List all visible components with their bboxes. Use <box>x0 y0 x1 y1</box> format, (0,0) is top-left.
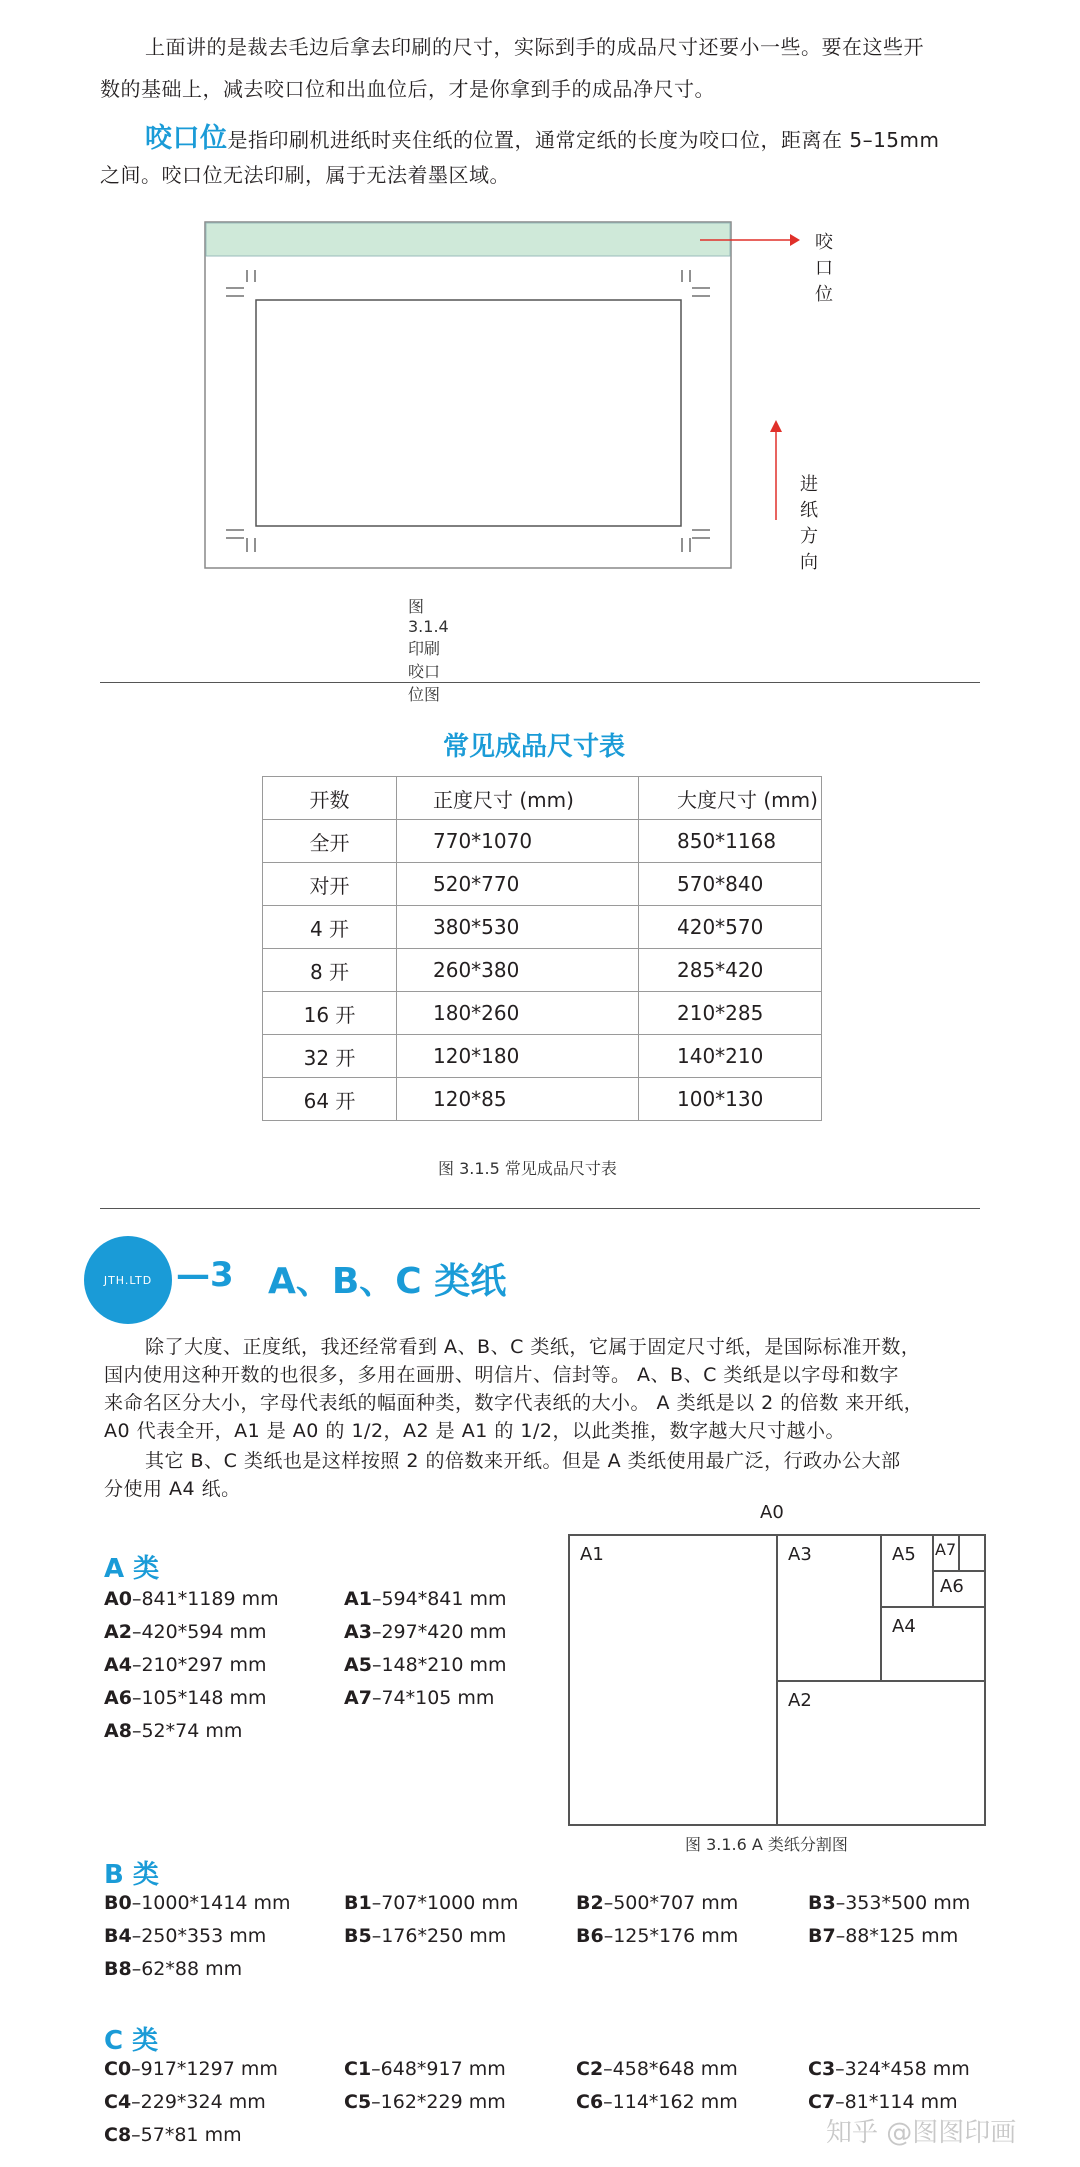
feed-label: 进纸方向 <box>800 474 818 573</box>
size-item-a3 <box>344 1621 507 1643</box>
size-code: A1 <box>344 1588 372 1610</box>
size-value: –648*917 mm <box>371 2058 506 2080</box>
table-cell: 210*285 <box>639 992 822 1035</box>
size-code: C1 <box>344 2058 372 2080</box>
size-code: A2 <box>104 1621 132 1643</box>
size-code: A3 <box>344 1621 372 1643</box>
size-item-a2 <box>104 1621 267 1643</box>
size-code: B6 <box>576 1925 604 1947</box>
size-item-a0 <box>104 1588 279 1610</box>
bite-diagram <box>0 0 1080 580</box>
size-code: B5 <box>344 1925 372 1947</box>
size-item-b8 <box>104 1958 242 1980</box>
table-cell: 420*570 <box>639 906 822 949</box>
bite-arrow-head <box>790 234 800 246</box>
bite-text-1: 是指印刷机进纸时夹住纸的位置，通常定纸的长度为咬口位，距离在 5–15mm <box>227 128 940 152</box>
size-value: –176*250 mm <box>371 1925 507 1947</box>
bite-line-2: 之间。咬口位无法印刷，属于无法着墨区域。 <box>100 163 510 187</box>
size-value: –297*420 mm <box>371 1621 507 1643</box>
table-cell: 120*85 <box>397 1078 639 1121</box>
size-value: –74*105 mm <box>371 1687 495 1709</box>
table-cell: 180*260 <box>397 992 639 1035</box>
size-value: –250*353 mm <box>131 1925 267 1947</box>
table-title: 常见成品尺寸表 <box>443 732 626 762</box>
size-table <box>262 776 822 1121</box>
table-cell: 120*180 <box>397 1035 639 1078</box>
table-row <box>263 949 822 992</box>
size-item-c7 <box>808 2091 958 2113</box>
size-code: A7 <box>344 1687 372 1709</box>
size-value: –917*1297 mm <box>131 2058 278 2080</box>
size-item-b6 <box>576 1925 738 1947</box>
size-value: –229*324 mm <box>131 2091 266 2113</box>
table-cell: 全开 <box>263 820 397 863</box>
size-code: A8 <box>104 1720 132 1742</box>
table-header-cell: 开数 <box>263 777 397 820</box>
size-code: C4 <box>104 2091 132 2113</box>
b-class-title: B 类 <box>104 1860 159 1890</box>
size-item-b3 <box>808 1892 970 1914</box>
size-code: B7 <box>808 1925 836 1947</box>
size-code: C0 <box>104 2058 132 2080</box>
table-row <box>263 992 822 1035</box>
table-row <box>263 906 822 949</box>
size-item-a6 <box>104 1687 267 1709</box>
size-value: –594*841 mm <box>371 1588 507 1610</box>
size-item-c1 <box>344 2058 506 2080</box>
table-cell: 850*1168 <box>639 820 822 863</box>
section-badge-text: JTH.LTD <box>103 1273 153 1287</box>
size-item-c3 <box>808 2058 970 2080</box>
size-value: –57*81 mm <box>131 2124 242 2146</box>
divider-1 <box>100 682 980 683</box>
body-line-4: A0 代表全开，A1 是 A0 的 1/2，A2 是 A1 的 1/2，以此类推，数字越大尺寸越小。 <box>104 1420 845 1442</box>
bite-strip <box>206 223 730 256</box>
size-item-c4 <box>104 2091 266 2113</box>
table-header-cell: 正度尺寸 (mm) <box>397 777 639 820</box>
section-title: A、B、C 类纸 <box>268 1261 507 1302</box>
size-code: C5 <box>344 2091 372 2113</box>
a8-cell <box>958 1534 986 1572</box>
bite-term: 咬口位 <box>145 123 228 154</box>
table-header-cell: 大度尺寸 (mm) <box>639 777 822 820</box>
size-item-b5 <box>344 1925 506 1947</box>
size-item-a5 <box>344 1654 507 1676</box>
size-item-a8 <box>104 1720 242 1742</box>
size-item-b0 <box>104 1892 290 1914</box>
bite-label: 咬口位 <box>815 232 833 305</box>
a4-cell: A4 <box>880 1606 986 1682</box>
table-row <box>263 820 822 863</box>
size-code: B0 <box>104 1892 132 1914</box>
size-code: B2 <box>576 1892 604 1914</box>
table-cell: 对开 <box>263 863 397 906</box>
size-item-c5 <box>344 2091 506 2113</box>
size-code: C6 <box>576 2091 604 2113</box>
size-item-c6 <box>576 2091 738 2113</box>
size-value: –458*648 mm <box>603 2058 738 2080</box>
table-cell: 285*420 <box>639 949 822 992</box>
size-item-a4 <box>104 1654 267 1676</box>
size-value: –500*707 mm <box>603 1892 739 1914</box>
table-row <box>263 1078 822 1121</box>
a5-cell: A5 <box>880 1534 934 1608</box>
size-code: B1 <box>344 1892 372 1914</box>
intro-line-2: 数的基础上，减去咬口位和出血位后，才是你拿到手的成品净尺寸。 <box>100 77 715 101</box>
intro-line-1: 上面讲的是裁去毛边后拿去印刷的尺寸，实际到手的成品尺寸还要小一些。要在这些开 <box>145 35 924 59</box>
size-code: A5 <box>344 1654 372 1676</box>
size-value: –353*500 mm <box>835 1892 971 1914</box>
a2-cell: A2 <box>776 1680 986 1826</box>
table-cell: 4 开 <box>263 906 397 949</box>
a-diagram-top-label: A0 <box>760 1502 784 1523</box>
body-line-1: 除了大度、正度纸，我还经常看到 A、B、C 类纸，它属于固定尺寸纸，是国际标准开数， <box>145 1336 921 1358</box>
size-item-b2 <box>576 1892 738 1914</box>
size-value: –88*125 mm <box>835 1925 959 1947</box>
size-code: C7 <box>808 2091 836 2113</box>
body-line-6: 分使用 A4 纸。 <box>104 1478 241 1500</box>
size-value: –210*297 mm <box>131 1654 267 1676</box>
table-row <box>263 863 822 906</box>
c-class-title: C 类 <box>104 2026 159 2056</box>
size-item-c8 <box>104 2124 242 2146</box>
table-cell: 260*380 <box>397 949 639 992</box>
size-code: C3 <box>808 2058 836 2080</box>
size-code: C2 <box>576 2058 604 2080</box>
watermark: 知乎 @图图印画 <box>826 2118 1017 2148</box>
feed-arrow-head <box>770 420 782 432</box>
table-cell: 570*840 <box>639 863 822 906</box>
size-code: B4 <box>104 1925 132 1947</box>
size-item-c2 <box>576 2058 738 2080</box>
size-code: A0 <box>104 1588 132 1610</box>
table-cell: 8 开 <box>263 949 397 992</box>
size-item-b4 <box>104 1925 266 1947</box>
size-value: –148*210 mm <box>371 1654 507 1676</box>
table-cell: 100*130 <box>639 1078 822 1121</box>
size-value: –1000*1414 mm <box>131 1892 291 1914</box>
table-cell: 64 开 <box>263 1078 397 1121</box>
size-code: A4 <box>104 1654 132 1676</box>
section-badge <box>84 1236 172 1324</box>
divider-2 <box>100 1208 980 1209</box>
size-code: A6 <box>104 1687 132 1709</box>
a3-cell: A3 <box>776 1534 882 1682</box>
size-value: –114*162 mm <box>603 2091 738 2113</box>
figure1-caption: 图 3.1.4 印刷咬口位图 <box>408 597 449 704</box>
table-cell: 32 开 <box>263 1035 397 1078</box>
table-cell: 770*1070 <box>397 820 639 863</box>
table-cell: 16 开 <box>263 992 397 1035</box>
body-line-3: 来命名区分大小，字母代表纸的幅面种类，数字代表纸的大小。 A 类纸是以 2 的倍数 来开纸， <box>104 1392 924 1414</box>
size-value: –81*114 mm <box>835 2091 958 2113</box>
size-value: –125*176 mm <box>603 1925 739 1947</box>
size-value: –841*1189 mm <box>131 1588 279 1610</box>
table-header-row <box>263 777 822 820</box>
paper-sheet <box>205 222 731 568</box>
table-row <box>263 1035 822 1078</box>
size-item-a7 <box>344 1687 494 1709</box>
table-cell: 140*210 <box>639 1035 822 1078</box>
a7-cell: A7 <box>932 1534 960 1572</box>
size-item-b1 <box>344 1892 518 1914</box>
a-diagram <box>568 1534 986 1826</box>
size-item-b7 <box>808 1925 958 1947</box>
a6-cell: A6 <box>932 1570 986 1608</box>
table-cell: 520*770 <box>397 863 639 906</box>
a-class-title: A 类 <box>104 1554 160 1584</box>
table-cell: 380*530 <box>397 906 639 949</box>
size-value: –105*148 mm <box>131 1687 267 1709</box>
size-value: –420*594 mm <box>131 1621 267 1643</box>
size-code: B3 <box>808 1892 836 1914</box>
section-number: —3 <box>176 1255 234 1295</box>
body-line-2: 国内使用这种开数的也很多，多用在画册、明信片、信封等。 A、B、C 类纸是以字母和数字 <box>104 1364 899 1386</box>
size-value: –707*1000 mm <box>371 1892 519 1914</box>
size-code: B8 <box>104 1958 132 1980</box>
size-value: –162*229 mm <box>371 2091 506 2113</box>
size-value: –324*458 mm <box>835 2058 970 2080</box>
a1-cell: A1 <box>568 1534 778 1826</box>
size-item-a1 <box>344 1588 507 1610</box>
size-item-c0 <box>104 2058 278 2080</box>
size-value: –52*74 mm <box>131 1720 243 1742</box>
size-code: C8 <box>104 2124 132 2146</box>
table-caption: 图 3.1.5 常见成品尺寸表 <box>438 1159 617 1178</box>
a-diagram-caption: 图 3.1.6 A 类纸分割图 <box>685 1835 848 1854</box>
body-line-5: 其它 B、C 类纸也是这样按照 2 的倍数来开纸。但是 A 类纸使用最广泛，行政办公大部 <box>145 1450 901 1472</box>
size-value: –62*88 mm <box>131 1958 243 1980</box>
